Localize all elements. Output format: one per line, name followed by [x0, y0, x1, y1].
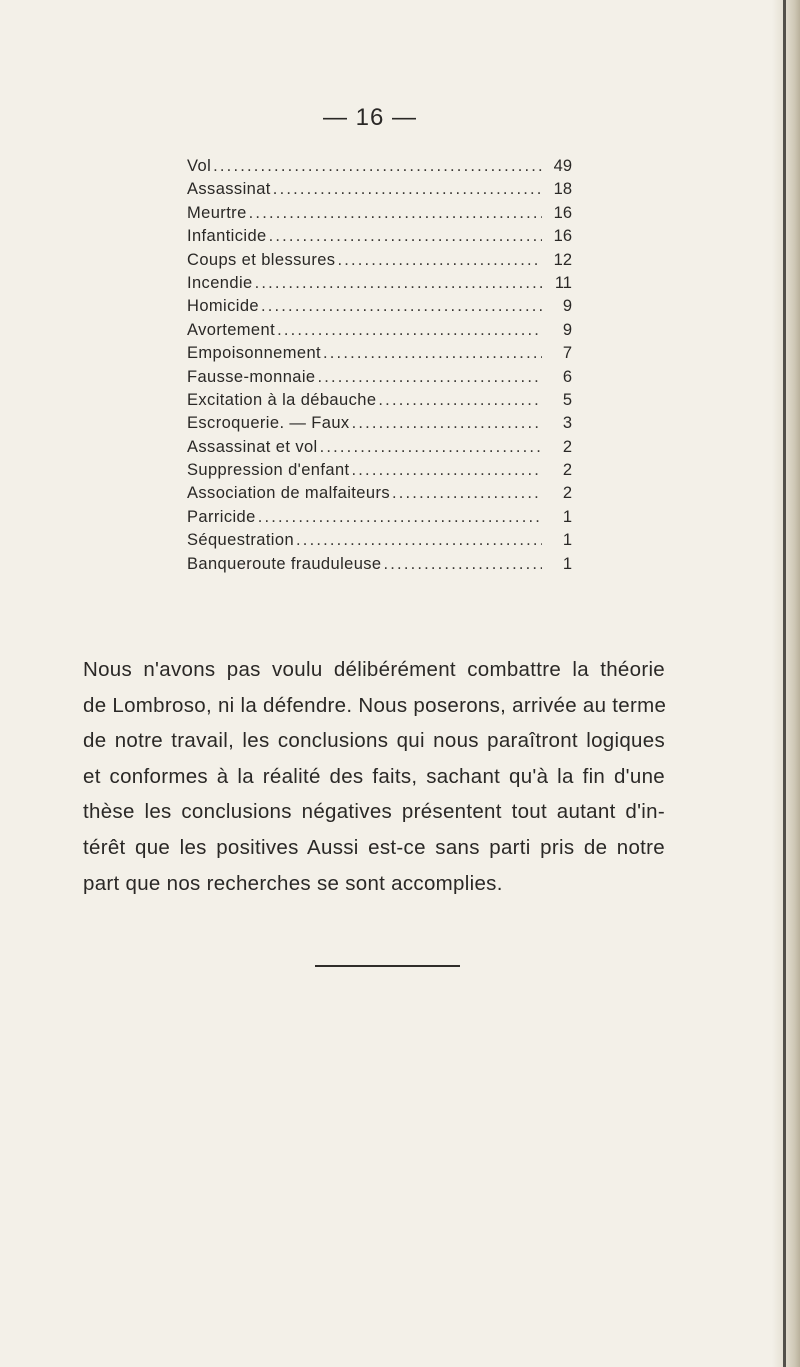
paragraph-line: de Lombroso, ni la défendre. Nous poserons, arrivée au terme: [83, 693, 667, 717]
stat-label: Assassinat: [187, 180, 271, 199]
stat-label: Meurtre: [187, 203, 247, 222]
page-edge-shadow: [772, 0, 800, 1367]
stat-value: 9: [562, 320, 572, 339]
stat-row-excitation-a-la-debauche: [187, 389, 572, 412]
dot-leader: [277, 319, 542, 342]
stat-label: Banqueroute frauduleuse: [187, 554, 382, 573]
dot-leader: [323, 342, 542, 365]
stat-value: 2: [562, 437, 572, 456]
stat-row-vol: [187, 155, 572, 178]
dot-leader: [213, 155, 542, 178]
offense-statistics-list: [187, 155, 572, 576]
stat-label: Suppression d'enfant: [187, 461, 350, 480]
dot-leader: [258, 506, 542, 529]
stat-value: 1: [562, 531, 572, 550]
dot-leader: [261, 295, 542, 318]
stat-value: 16: [553, 227, 572, 246]
paragraph-line: de notre travail, les conclusions qui nous paraîtront logiques: [83, 729, 665, 753]
stat-label: Avortement: [187, 320, 276, 339]
stat-label: Empoisonnement: [187, 344, 322, 363]
paragraph-line: part que nos recherches se sont accomplies.: [83, 871, 503, 895]
page-number: — 16 —: [322, 104, 418, 131]
dot-leader: [352, 459, 542, 482]
stat-label: Séquestration: [187, 531, 295, 550]
stat-value: 9: [562, 297, 572, 316]
dot-leader: [392, 482, 542, 505]
conclusion-paragraph: [83, 652, 665, 901]
stat-row-banqueroute-frauduleuse: [187, 553, 572, 576]
stat-label: Escroquerie. — Faux: [187, 414, 350, 433]
stat-value: 49: [553, 157, 572, 175]
stat-row-escroquerie-faux: [187, 412, 572, 435]
stat-row-association-de-malfaiteurs: [187, 482, 572, 505]
stat-row-avortement: [187, 319, 572, 342]
section-separator-rule: [315, 965, 460, 967]
stat-value: 12: [553, 250, 572, 269]
stat-row-assassinat-et-vol: [187, 436, 572, 459]
stat-row-homicide: [187, 295, 572, 318]
stat-row-empoisonnement: [187, 342, 572, 365]
stat-value: 2: [562, 484, 572, 503]
stat-row-sequestration: [187, 529, 572, 552]
stat-value: 7: [562, 344, 572, 363]
paragraph-line: Nous n'avons pas voulu délibérément combattre la théorie: [83, 658, 665, 681]
stat-label: Vol: [187, 157, 212, 175]
stat-row-suppression-d-enfant: [187, 459, 572, 482]
dot-leader: [337, 249, 542, 272]
paragraph-line: et conformes à la réalité des faits, sachant qu'à la fin d'une: [83, 764, 665, 788]
stat-label: Fausse-monnaie: [187, 367, 316, 386]
binding-edge-line: [783, 0, 786, 1367]
stat-label: Infanticide: [187, 227, 267, 246]
stat-label: Association de malfaiteurs: [187, 484, 390, 503]
stat-row-coups-et-blessures: [187, 249, 572, 272]
stat-label: Excitation à la débauche: [187, 390, 377, 409]
stat-label: Parricide: [187, 507, 256, 526]
stat-value: 1: [562, 507, 572, 526]
stat-value: 11: [554, 273, 572, 292]
stat-value: 3: [562, 414, 572, 433]
dot-leader: [296, 529, 542, 552]
dot-leader: [269, 225, 542, 248]
stat-row-incendie: [187, 272, 572, 295]
dot-leader: [378, 389, 542, 412]
stat-label: Homicide: [187, 297, 259, 316]
stat-label: Incendie: [187, 273, 253, 292]
stat-value: 1: [562, 554, 572, 573]
paragraph-line: thèse les conclusions négatives présentent tout autant d'in-: [83, 800, 665, 824]
dot-leader: [255, 272, 542, 295]
stat-row-fausse-monnaie: [187, 366, 572, 389]
dot-leader: [249, 202, 542, 225]
stat-row-parricide: [187, 506, 572, 529]
stat-value: 2: [562, 461, 572, 480]
dot-leader: [273, 178, 542, 201]
dot-leader: [384, 553, 542, 576]
dot-leader: [352, 412, 542, 435]
paragraph-line: térêt que les positives Aussi est-ce sans parti pris de notre: [83, 835, 665, 859]
stat-row-infanticide: [187, 225, 572, 248]
stat-value: 18: [553, 180, 572, 199]
stat-label: Coups et blessures: [187, 250, 336, 269]
dot-leader: [320, 436, 542, 459]
stat-row-meurtre: [187, 202, 572, 225]
dot-leader: [318, 366, 543, 389]
stat-label: Assassinat et vol: [187, 437, 318, 456]
stat-value: 5: [562, 390, 572, 409]
stat-value: 16: [553, 203, 572, 222]
stat-value: 6: [562, 367, 572, 386]
stat-row-assassinat: [187, 178, 572, 201]
